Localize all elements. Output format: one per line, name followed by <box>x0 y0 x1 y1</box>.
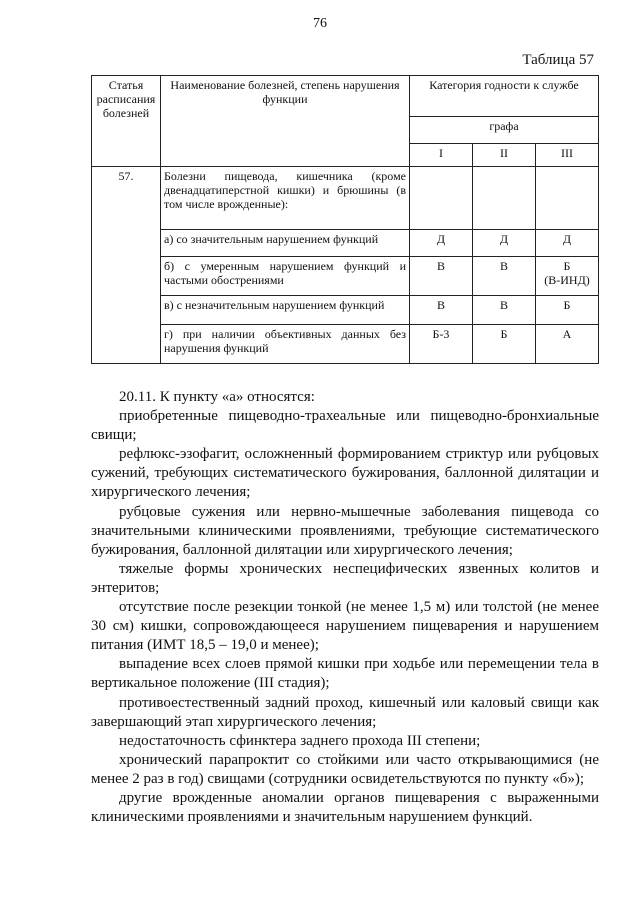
row-cat-1: Б-3 <box>410 325 473 364</box>
row-cat-2: Д <box>473 230 536 257</box>
row-cat-2: Б <box>473 325 536 364</box>
table-header-row <box>92 76 599 117</box>
header-col-2: II <box>473 144 536 167</box>
table-row <box>92 257 599 296</box>
row-cat-3-group <box>536 257 599 296</box>
row-cat-1: Д <box>410 230 473 257</box>
row-name: а) со значительным нарушением функций <box>161 230 410 257</box>
header-col-1: I <box>410 144 473 167</box>
table-row <box>92 167 599 230</box>
row-cat-3: Д <box>536 230 599 257</box>
paragraph: тяжелые формы хронических неспецифических язвенных колитов и энтеритов; <box>91 560 599 596</box>
paragraph: противоестественный задний проход, кишечный или каловый свищи как завершающий этап хирургического лечения; <box>91 694 599 730</box>
row-name: б) с умеренным нарушением функций и частыми обострениями <box>161 257 410 296</box>
disease-title: Болезни пищевода, кишечника (кроме двенадцатиперстной кишки) и брюшины (в том числе врожденные): <box>161 167 410 230</box>
body-text <box>91 388 599 827</box>
table-row <box>92 296 599 325</box>
paragraph: выпадение всех слоев прямой кишки при ходьбе или перемещении тела в вертикальное положение (III стадия); <box>91 656 599 692</box>
section-heading: 20.11. К пункту «а» относятся: <box>119 389 315 405</box>
row-cat-1: В <box>410 296 473 325</box>
table-row <box>92 325 599 364</box>
row-cat-3: А <box>536 325 599 364</box>
row-cat-2: В <box>473 296 536 325</box>
row-name: г) при наличии объективных данных без нарушения функций <box>161 325 410 364</box>
row-cat-3: Б <box>536 296 599 325</box>
paragraph: отсутствие после резекции тонкой (не менее 1,5 м) или толстой (не менее 30 см) кишки, сопровождающееся нарушением пищеварения и нарушением питания (ИМТ 18,5 – 19,0 и менее); <box>91 599 599 654</box>
row-cat-3: Б <box>563 259 571 273</box>
header-article: Статья расписания болезней <box>92 76 161 167</box>
table-row <box>92 230 599 257</box>
page-number: 76 <box>313 16 327 31</box>
header-name: Наименование болезней, степень нарушения функции <box>161 76 410 167</box>
row-name: в) с незначительным нарушением функций <box>161 296 410 325</box>
paragraph: рубцовые сужения или нервно-мышечные заболевания пищевода со значительными клиническими проявлениями, требующие систематического бужирования, баллонной дилятации или хирургического лечения; <box>91 503 599 558</box>
header-category: Категория годности к службе <box>410 76 599 117</box>
header-grafa: графа <box>410 117 599 144</box>
table-caption: Таблица 57 <box>522 52 594 68</box>
row-cat-1: В <box>410 257 473 296</box>
paragraph: хронический парапроктит со стойкими или часто открывающимися (не менее 2 раз в год) свищами (сотрудники освидетельствуются по пункту «б»); <box>91 751 599 787</box>
header-col-3: III <box>536 144 599 167</box>
paragraph: приобретенные пищеводно-трахеальные или пищеводно-бронхиальные свищи; <box>91 408 599 444</box>
paragraph: другие врожденные аномалии органов пищеварения с выраженными клиническими проявлениями и значительным нарушением функций. <box>91 789 599 826</box>
row-cat-3-extra: (В-ИНД) <box>544 272 590 287</box>
paragraph: рефлюкс-эзофагит, осложненный формированием стриктур или рубцовых сужений, требующих систематического бужирования, баллонной дилятации и хирургического лечения; <box>91 446 599 501</box>
category-table <box>91 75 599 364</box>
paragraph: недостаточность сфинктера заднего прохода III степени; <box>119 732 481 749</box>
article-number: 57. <box>92 167 161 364</box>
row-cat-2: В <box>473 257 536 296</box>
